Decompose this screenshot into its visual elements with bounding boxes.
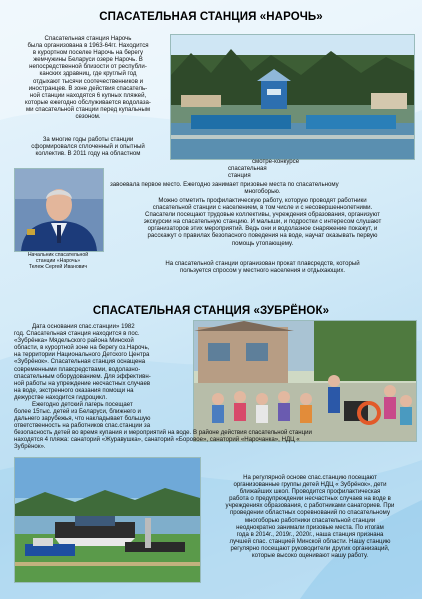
- section1-intro: [12, 35, 164, 120]
- text-line: учреждениях образования, с работниками санаториев. При: [225, 502, 395, 510]
- zubrenok-children-photo: [193, 320, 417, 442]
- text-line: области, в курортной зоне на берегу оз.Нарочь,: [14, 344, 150, 352]
- section1-rental: [110, 260, 415, 274]
- text-line: сформировался сплоченный и опытный: [31, 143, 145, 151]
- text-line: завоевала первое место. Ежегодно занимает призовые места по спасательному: [110, 181, 339, 188]
- text-line: сезоном.: [75, 113, 101, 121]
- text-line: спасательная: [228, 165, 267, 173]
- text-line: была организована в 1963-64гг. Находится: [27, 42, 149, 50]
- text-line: непосредственной близости от республи-: [29, 63, 147, 71]
- text-line: Можно отметить профилактическую работу, которую проводят работники: [158, 197, 367, 204]
- section2-wide: [14, 429, 416, 450]
- text-line: ответственность на работников спас.станции за: [14, 422, 151, 430]
- text-line: Начальник спасательной: [27, 252, 89, 258]
- section1-prevention: [110, 197, 415, 247]
- text-line: жемчужины Беларуси озере Нарочь. В: [33, 56, 143, 64]
- section1-wide: [110, 181, 415, 195]
- text-line: безопасность детей во время купания и мероприятий на воде. В районе действия спасательной станции: [14, 429, 312, 436]
- section1-years: [12, 136, 164, 157]
- text-line: На регулярной основе спас.станцию посещают: [243, 474, 377, 481]
- text-line: На спасательной станции организован прокат плавсредств, который: [165, 260, 360, 267]
- text-line: работа о предупреждении несчастных случаев на воде в: [229, 495, 391, 503]
- text-line: современными плавсредствами, водолазно-: [14, 365, 141, 373]
- text-line: коллектив. В 2011 году на областном: [35, 150, 141, 158]
- text-line: Зубрёнок».: [14, 443, 46, 451]
- text-line: отдыхают тысячи соотечественников и: [32, 77, 144, 85]
- text-line: неоднократно занимали призовые места. По итогам: [236, 523, 384, 531]
- portrait-image: [15, 169, 103, 251]
- text-line: За многие годы работы станции: [42, 136, 134, 143]
- text-line: дежурстве находится гидроцикл.: [14, 393, 108, 401]
- text-line: ной станции находятся 6 купных пляжей,: [29, 91, 147, 99]
- text-line: помощь утопающему.: [231, 239, 294, 247]
- section2-title: СПАСАТЕЛЬНАЯ СТАНЦИЯ «ЗУБРЁНОК»: [92, 305, 330, 317]
- text-line: иностранцев. В зоне действия спасатель-: [28, 84, 148, 92]
- portrait-caption: [8, 252, 108, 271]
- children-scene-image: [194, 321, 416, 441]
- text-line: организованные группы детей НДЦ « Зубрёнок», дети: [233, 481, 387, 489]
- text-line: многоборью.: [244, 188, 281, 196]
- section2-left: [14, 323, 190, 429]
- text-line: на территории Национального Детского Центра: [14, 351, 150, 359]
- text-line: регулярно посещают руководители других организаций,: [230, 544, 390, 552]
- text-line: станция: [228, 172, 251, 180]
- text-line: находятся 4 пляжа: санаторий «Журавушка», санаторий «Боровое», санаторий «Нарочанка», НДЦ «: [14, 436, 300, 444]
- text-line: Тележ Сергей Иванович: [28, 264, 88, 271]
- text-line: Спасатели посещают трудовые коллективы, учреждения образования, организуют: [145, 211, 380, 219]
- station-chief-portrait: [14, 168, 104, 252]
- text-line: год. Спасательная станция находится в пос.: [14, 330, 140, 338]
- text-line: на воде, экстренного оказания помощи на: [14, 386, 134, 394]
- narach-station-photo: [170, 34, 415, 160]
- text-line: смотре-конкурсе: [252, 158, 300, 165]
- text-line: Ежегодно детский лагерь посещает: [32, 401, 133, 409]
- text-line: канских здравниц, где круглый год: [39, 70, 137, 78]
- text-line: которые высоко оценивают нашу работу.: [251, 552, 369, 560]
- section1-title: СПАСАТЕЛЬНАЯ СТАНЦИЯ «НАРОЧЬ»: [99, 11, 323, 23]
- text-line: Спасательная станция Нарочь: [44, 35, 132, 42]
- text-line: проведении областных соревнований по спасательному: [229, 509, 390, 517]
- text-line: года в 2014г., 2019г., 2020г., наша станция признана: [236, 530, 384, 538]
- text-line: спасательной станции с населением, в том числе и с несовершеннолетними.: [152, 204, 373, 212]
- text-line: пользуется спросом у местного населения и отдыхающих.: [179, 267, 346, 275]
- text-line: в курортном поселке Нарочь на берегу: [32, 49, 144, 57]
- text-line: ной работы на упреждение несчастных случаев: [14, 379, 151, 387]
- text-line: «Зубрёнок». Спасательная станция оснащена: [14, 358, 146, 366]
- text-line: спасательным оборудованием. Для эффективн-: [14, 372, 151, 380]
- text-line: «Зубрёнка» Мядельского района Минской: [14, 337, 134, 345]
- text-line: экскурсии на спасательную станцию. И малыши, и подростки с интересом слушают: [143, 218, 382, 226]
- section2-right: [204, 474, 416, 559]
- text-line: ми спасательной станции перед купальным: [25, 105, 151, 113]
- boats-scene-image: [15, 458, 200, 582]
- zubrenok-boats-photo: [14, 457, 201, 583]
- text-line: более 15тыс. детей из Беларуси, ближнего и: [14, 408, 141, 416]
- text-line: лучшей спас. станцией Минской области. Нашу станцию: [229, 537, 391, 545]
- lake-scene-image: [171, 35, 414, 159]
- section1-contest: [228, 158, 348, 179]
- text-line: которые ежегодно обслуживается водолаза-: [25, 98, 151, 106]
- text-line: многоборью работники спасательной станции: [244, 516, 376, 524]
- text-line: Дата основания спас.станции» 1982: [32, 323, 135, 330]
- text-line: ближайших школ. Проводится профилактическая: [239, 488, 381, 496]
- text-line: расскажут о правилах безопасного поведения на воде, научат оказывать первую: [147, 232, 378, 240]
- text-line: организаторов этих мероприятий. Ведь они и водолазное снаряжение покажут, и: [147, 225, 378, 233]
- text-line: станции «Нарочь»: [35, 258, 81, 265]
- text-line: дальнего зарубежья, что накладывает большую: [14, 415, 151, 423]
